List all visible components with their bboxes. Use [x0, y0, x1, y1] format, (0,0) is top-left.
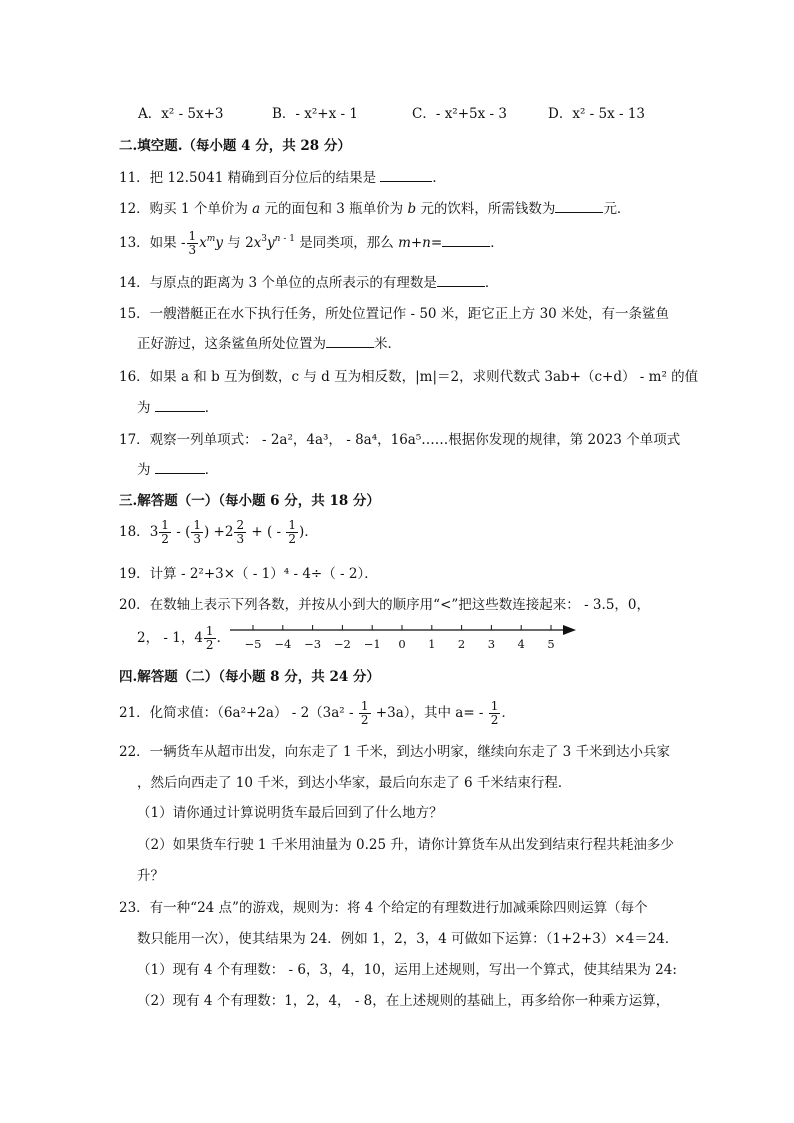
question-23-part-2: （2）现有 4 个有理数：1，2，4， - 8，在上述规则的基础上，再多给你一种乘方运算，: [137, 993, 670, 1009]
question-23-line-2: 数只能用一次），使其结果为 24．例如 1，2，3，4 可做如下运算：（1+2+3）×4＝24．: [137, 931, 679, 947]
number-line-label: 3: [487, 637, 496, 651]
question-21: 21．化简求值：（6a²+2a） - 2（3a² - $\frac{1}{2}$ +3a），其中 a= - $\frac{1}{2}$ ．: [119, 699, 515, 727]
question-23-line-1: 23．有一种“24 点”的游戏，规则为：将 4 个给定的有理数进行加减乘除四则运算（每个: [119, 900, 648, 916]
number-line-arrow: [563, 625, 576, 635]
number-line-label: −4: [274, 637, 292, 651]
question-22-line-1: 22．一辆货车从超市出发，向东走了 1 千米，到达小明家，继续向东走了 3 千米到达小兵家: [119, 744, 671, 760]
question-22-part-2: （2）如果货车行驶 1 千米用油量为 0.25 升，请你计算货车从出发到结束行程共耗油多少: [137, 837, 674, 853]
number-line-label: −5: [244, 637, 262, 651]
question-23-part-1: （1）现有 4 个有理数： - 6，3，4，10，运用上述规则，写出一个算式，使其结果为 24:: [137, 962, 677, 978]
section-4-title: 四.解答题（二）（每小题 8 分，共 24 分）: [119, 669, 380, 685]
number-line-label: 2: [457, 637, 466, 651]
option-b: B．- x²+x - 1: [272, 106, 358, 122]
option-a: A．x² - 5x+3: [138, 106, 224, 122]
question-12: 12．购买 1 个单价为 a 元的面包和 3 瓶单价为 b 元的饮料，所需钱数为 元．: [119, 201, 631, 217]
number-line-label: −1: [363, 637, 381, 651]
number-line-label: 0: [398, 637, 406, 651]
question-18: 18．3 $\frac{1}{2}$ - ( $\frac{1}{3}$ ) +2 $\frac{2}{3}$ + ( - $\frac{1}{2}$ )．: [119, 518, 318, 546]
question-16-line-1: 16．如果 a 和 b 互为倒数，c 与 d 互为相反数，|m|＝2，求则代数式 3ab+（c+d） - m² 的值: [119, 369, 699, 385]
question-22-line-2: ，然后向西走了 10 千米，到达小华家，最后向东走了 6 千米结束行程．: [137, 775, 572, 791]
question-20-line-2: 2， - 1，4 $\frac{1}{2}$ ．: [137, 624, 231, 652]
question-22-part-1: （1）请你通过计算说明货车最后回到了什么地方？: [137, 805, 443, 821]
question-22-line-5: 升？: [137, 868, 164, 884]
question-14: 14．与原点的距离为 3 个单位的点所表示的有理数是 ．: [119, 275, 499, 291]
question-17-line-1: 17．观察一列单项式： - 2a²，4a³， - 8a⁴，16a⁵……根据你发现的规律，第 2023 个单项式: [119, 432, 681, 448]
number-line-label: −3: [304, 637, 322, 651]
number-line-label: −2: [333, 637, 351, 651]
question-20-line-1: 20．在数轴上表示下列各数，并按从小到大的顺序用“<”把这些数连接起来： - 3.5，0，: [119, 597, 650, 613]
number-line: [228, 618, 580, 654]
question-17-line-2: 为 ．: [137, 462, 219, 478]
question-13: 13．如果 - $\frac{1}{3}$ $x^my$ 与 $2x^3y^{n - 1}$ 是同类项，那么 m+n= ．: [119, 229, 504, 257]
number-line-label: 4: [517, 637, 525, 651]
question-15-line-2: 正好游过，这条鲨鱼所处位置为 米．: [137, 336, 401, 352]
section-2-title: 二.填空题.（每小题 4 分，共 28 分）: [119, 138, 351, 154]
fraction: $\frac{1}{3}$: [188, 229, 197, 257]
option-d: D．x² - 5x - 13: [548, 106, 646, 122]
question-15-line-1: 15．一艘潜艇正在水下执行任务，所处位置记作 - 50 米，距它正上方 30 米处，有一条鲨鱼: [119, 306, 670, 322]
number-line-label: 5: [547, 637, 555, 651]
option-c: C．- x²+5x - 3: [412, 106, 507, 122]
section-3-title: 三.解答题（一）（每小题 6 分，共 18 分）: [119, 493, 380, 509]
question-16-line-2: 为 ．: [137, 400, 219, 416]
question-19: 19．计算 - 2²+3×（ - 1）⁴ - 4÷（ - 2）．: [119, 566, 378, 582]
question-11: 11．把 12.5041 精确到百分位后的结果是 ．: [119, 170, 446, 186]
number-line-label: 1: [428, 637, 436, 651]
